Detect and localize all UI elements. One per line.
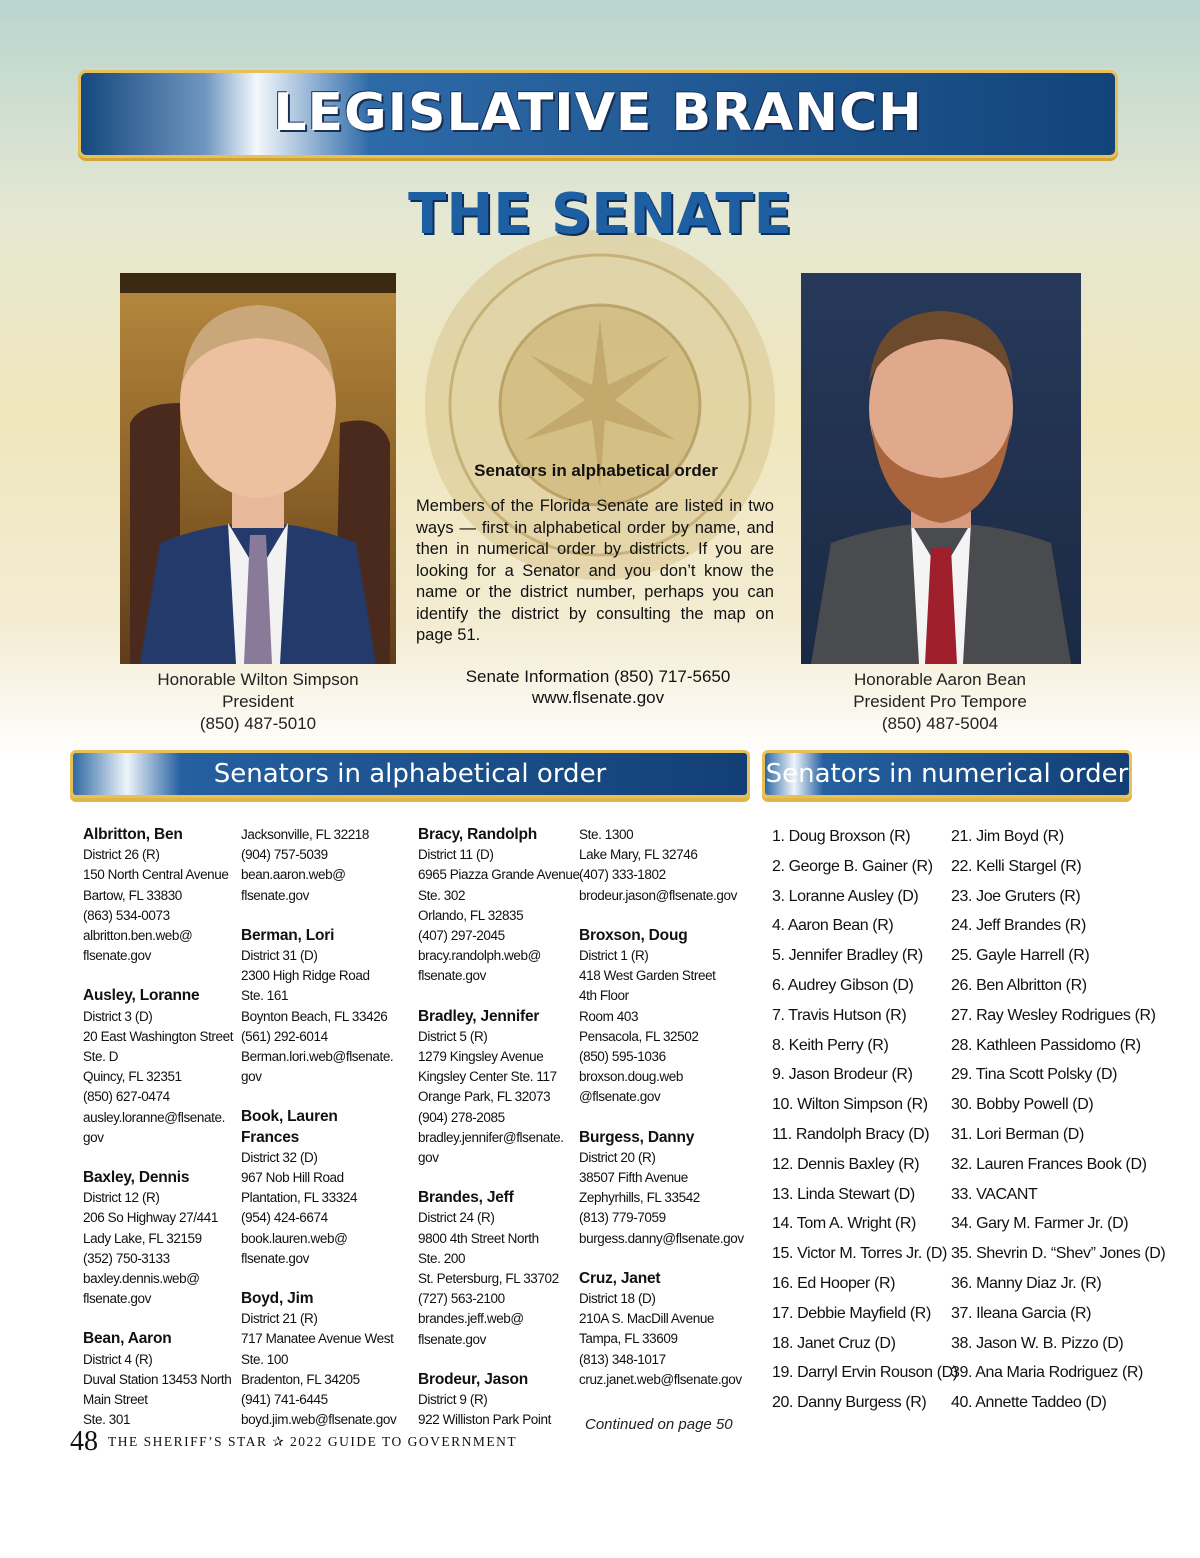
- senator-detail: 4th Floor: [579, 988, 629, 1004]
- senator-name: Book, Lauren Frances: [241, 1108, 338, 1146]
- alpha-column: [83, 825, 233, 1450]
- district-senator: 22. Kelli Stargel (R): [951, 857, 1082, 875]
- senator-entry: [579, 926, 744, 1108]
- senator-detail: Ste. 301: [83, 1412, 131, 1428]
- district-senator: 18. Janet Cruz (D): [772, 1334, 896, 1352]
- senator-detail: District 18 (D): [579, 1291, 656, 1307]
- intro-body: Members of the Florida Senate are listed in two ways — first in alphabetical order by name, and then in numerical order by districts. If you are looking for a Senator and you don’t know the name or the district number, perhaps you can identify the district by consulting the map on page 51.: [416, 497, 774, 644]
- senator-detail: 206 So Highway 27/441: [83, 1210, 218, 1226]
- alpha-column: [241, 825, 396, 1450]
- senator-detail: (954) 424-6674: [241, 1210, 328, 1226]
- senator-detail: District 9 (R): [418, 1392, 488, 1408]
- senator-entry: [579, 1269, 744, 1390]
- district-senator: 23. Joe Gruters (R): [951, 887, 1081, 905]
- senator-detail: Main Street: [83, 1392, 148, 1408]
- senator-detail: baxley.dennis.web@: [83, 1271, 200, 1287]
- senator-detail: Bartow, FL 33830: [83, 887, 182, 903]
- senator-detail: 210A S. MacDill Avenue: [579, 1311, 715, 1327]
- senator-detail: Ste. 1300: [579, 827, 634, 842]
- senator-name: Cruz, Janet: [579, 1269, 661, 1287]
- district-senator: 40. Annette Taddeo (D): [951, 1394, 1107, 1412]
- district-senator: 13. Linda Stewart (D): [772, 1185, 915, 1203]
- district-senator: 4. Aaron Bean (R): [772, 917, 894, 935]
- numerical-section-bar: [762, 750, 1132, 798]
- senator-detail: @flsenate.gov: [579, 1089, 661, 1105]
- senator-name: Baxley, Dennis: [83, 1169, 190, 1187]
- senator-detail: Boynton Beach, FL 33426: [241, 1008, 388, 1024]
- senator-detail: albritton.ben.web@: [83, 928, 193, 944]
- senator-detail: District 24 (R): [418, 1210, 495, 1226]
- district-senator: 16. Ed Hooper (R): [772, 1274, 896, 1292]
- senator-detail: 967 Nob Hill Road: [241, 1170, 344, 1186]
- senator-detail: Quincy, FL 32351: [83, 1069, 182, 1085]
- senator-detail: District 21 (R): [241, 1311, 318, 1327]
- senator-detail: cruz.janet.web@flsenate.gov: [579, 1371, 742, 1387]
- senator-detail: bradley.jennifer@flsenate.: [418, 1129, 564, 1145]
- district-senator: 37. Ileana Garcia (R): [951, 1304, 1092, 1322]
- senator-detail: District 12 (R): [83, 1190, 160, 1206]
- senator-detail: ausley.loranne@flsenate.: [83, 1109, 225, 1125]
- senator-name: Brandes, Jeff: [418, 1189, 514, 1207]
- numerical-column: [772, 822, 958, 1418]
- senator-detail: Duval Station 13453 North: [83, 1371, 232, 1387]
- senator-entry: [418, 825, 580, 987]
- senator-name: Brodeur, Jason: [418, 1370, 529, 1388]
- senator-entry: [579, 1128, 744, 1249]
- senator-detail: (813) 348-1017: [579, 1351, 666, 1367]
- senator-entry: [418, 1007, 580, 1169]
- senate-info: [416, 666, 780, 708]
- senator-detail: gov: [418, 1150, 439, 1166]
- senator-detail: (813) 779-7059: [579, 1210, 666, 1226]
- senator-entry: [579, 825, 744, 906]
- section-banner: [78, 70, 1118, 158]
- district-senator: 25. Gayle Harrell (R): [951, 947, 1090, 965]
- senator-detail: flsenate.gov: [241, 1250, 309, 1266]
- district-senator: 28. Kathleen Passidomo (R): [951, 1036, 1141, 1054]
- senator-detail: District 4 (R): [83, 1351, 153, 1367]
- alpha-column: [418, 825, 580, 1450]
- senator-detail: District 1 (R): [579, 948, 649, 964]
- pro-tempore-phone: (850) 487-5004: [881, 714, 999, 733]
- president-caption: [108, 669, 408, 735]
- senator-detail: 717 Manatee Avenue West: [241, 1331, 394, 1347]
- senator-entry: [83, 986, 233, 1148]
- page-title: THE SENATE: [408, 182, 792, 247]
- senate-info-phone: Senate Information (850) 717-5650: [465, 667, 731, 686]
- senator-detail: 1279 Kingsley Avenue: [418, 1049, 544, 1065]
- senator-detail: Orange Park, FL 32073: [418, 1089, 551, 1105]
- senator-detail: Orlando, FL 32835: [418, 907, 524, 923]
- president-phone: (850) 487-5010: [199, 714, 317, 733]
- district-senator: 10. Wilton Simpson (R): [772, 1096, 928, 1114]
- senator-detail: 418 West Garden Street: [579, 968, 716, 984]
- district-senator: 15. Victor M. Torres Jr. (D): [772, 1245, 947, 1263]
- district-senator: 30. Bobby Powell (D): [951, 1096, 1094, 1114]
- senator-name: Berman, Lori: [241, 926, 335, 944]
- senator-detail: Kingsley Center Ste. 117: [418, 1069, 557, 1085]
- district-senator: 33. VACANT: [951, 1185, 1038, 1203]
- district-senator: 26. Ben Albritton (R): [951, 976, 1087, 994]
- alphabetical-section-bar: [70, 750, 750, 798]
- senator-detail: 6965 Piazza Grande Avenue: [418, 867, 580, 883]
- senator-detail: gov: [241, 1069, 262, 1085]
- district-senator: 21. Jim Boyd (R): [951, 828, 1064, 845]
- district-senator: 20. Danny Burgess (R): [772, 1394, 927, 1412]
- senator-detail: 922 Williston Park Point: [418, 1412, 551, 1428]
- senator-detail: District 11 (D): [418, 847, 494, 863]
- senator-detail: (561) 292-6014: [241, 1028, 328, 1044]
- district-senator: 9. Jason Brodeur (R): [772, 1066, 913, 1084]
- district-senator: 19. Darryl Ervin Rouson (D): [772, 1364, 958, 1382]
- senator-detail: Ste. D: [83, 1049, 119, 1065]
- senator-detail: (941) 741-6445: [241, 1392, 328, 1408]
- senator-detail: Bradenton, FL 34205: [241, 1371, 360, 1387]
- senator-detail: (850) 627-0474: [83, 1089, 170, 1105]
- district-senator: 14. Tom A. Wright (R): [772, 1215, 916, 1233]
- district-senator: 3. Loranne Ausley (D): [772, 887, 919, 905]
- senator-detail: (352) 750-3133: [83, 1250, 170, 1266]
- president-photo: [120, 273, 396, 664]
- senator-name: Burgess, Danny: [579, 1128, 695, 1146]
- senator-detail: 150 North Central Avenue: [83, 867, 229, 883]
- alpha-column: [579, 825, 744, 1410]
- senator-detail: Tampa, FL 33609: [579, 1331, 678, 1347]
- senator-detail: book.lauren.web@: [241, 1230, 348, 1246]
- senator-detail: District 5 (R): [418, 1028, 488, 1044]
- senate-website-link[interactable]: www.flsenate.gov: [531, 688, 665, 707]
- pro-tempore-caption: [790, 669, 1090, 735]
- senator-detail: flsenate.gov: [83, 1291, 151, 1307]
- senator-detail: St. Petersburg, FL 33702: [418, 1271, 559, 1287]
- senator-name: Bean, Aaron: [83, 1330, 172, 1348]
- senator-detail: bean.aaron.web@: [241, 867, 346, 883]
- district-senator: 7. Travis Hutson (R): [772, 1006, 907, 1024]
- senator-detail: (727) 563-2100: [418, 1291, 505, 1307]
- continued-note: Continued on page 50: [585, 1416, 733, 1433]
- alphabetical-section-title: Senators in alphabetical order: [213, 759, 607, 789]
- district-senator: 24. Jeff Brandes (R): [951, 917, 1086, 935]
- senator-detail: Jacksonville, FL 32218: [241, 827, 370, 842]
- district-senator: 31. Lori Berman (D): [951, 1125, 1084, 1143]
- senator-entry: [241, 1107, 396, 1269]
- senator-detail: boyd.jim.web@flsenate.gov: [241, 1412, 397, 1428]
- district-senator: 36. Manny Diaz Jr. (R): [951, 1274, 1102, 1292]
- senator-detail: Zephyrhills, FL 33542: [579, 1190, 700, 1206]
- pro-tempore-photo: [801, 273, 1081, 664]
- district-senator: 35. Shevrin D. “Shev” Jones (D): [951, 1245, 1166, 1263]
- district-senator: 32. Lauren Frances Book (D): [951, 1155, 1147, 1173]
- footer-text: THE SHERIFF’S STAR ✰ 2022 GUIDE TO GOVERNMENT: [108, 1434, 518, 1449]
- senator-entry: [241, 825, 396, 906]
- senator-detail: broxson.doug.web: [579, 1069, 683, 1085]
- senator-detail: (904) 278-2085: [418, 1109, 505, 1125]
- senator-detail: District 20 (R): [579, 1149, 656, 1165]
- senator-detail: 2300 High Ridge Road: [241, 968, 370, 984]
- senator-detail: 20 East Washington Street: [83, 1028, 234, 1044]
- senator-detail: brandes.jeff.web@: [418, 1311, 524, 1327]
- district-senator: 2. George B. Gainer (R): [772, 857, 933, 875]
- district-senator: 12. Dennis Baxley (R): [772, 1155, 920, 1173]
- senator-name: Broxson, Doug: [579, 926, 688, 944]
- senator-detail: burgess.danny@flsenate.gov: [579, 1230, 744, 1246]
- senator-detail: (407) 297-2045: [418, 928, 505, 944]
- district-senator: 5. Jennifer Bradley (R): [772, 947, 923, 965]
- senator-detail: District 26 (R): [83, 847, 160, 863]
- numerical-section-title: Senators in numerical order: [765, 759, 1129, 789]
- district-senator: 1. Doug Broxson (R): [772, 828, 911, 845]
- district-senator: 34. Gary M. Farmer Jr. (D): [951, 1215, 1129, 1233]
- senator-name: Albritton, Ben: [83, 826, 183, 843]
- senator-detail: (407) 333-1802: [579, 867, 666, 883]
- senator-entry: [83, 825, 233, 966]
- district-senator: 17. Debbie Mayfield (R): [772, 1304, 931, 1322]
- senator-detail: 38507 Fifth Avenue: [579, 1170, 688, 1186]
- senator-detail: 9800 4th Street North: [418, 1230, 539, 1246]
- senator-detail: Lake Mary, FL 32746: [579, 847, 698, 863]
- banner-title: LEGISLATIVE BRANCH: [273, 83, 923, 143]
- president-name: Honorable Wilton Simpson: [157, 670, 359, 689]
- senator-detail: flsenate.gov: [418, 968, 486, 984]
- numerical-column: [951, 822, 1165, 1418]
- senator-detail: flsenate.gov: [241, 887, 309, 903]
- senator-detail: Plantation, FL 33324: [241, 1190, 358, 1206]
- senator-name: Boyd, Jim: [241, 1290, 314, 1308]
- senator-detail: (850) 595-1036: [579, 1049, 666, 1065]
- district-senator: 29. Tina Scott Polsky (D): [951, 1066, 1118, 1084]
- president-role: President: [222, 692, 294, 711]
- senator-name: Bracy, Randolph: [418, 826, 538, 843]
- senator-detail: Lady Lake, FL 32159: [83, 1230, 202, 1246]
- senator-detail: Ste. 302: [418, 887, 466, 903]
- page-number: 48: [70, 1426, 98, 1457]
- senator-detail: bracy.randolph.web@: [418, 948, 541, 964]
- pro-tempore-name: Honorable Aaron Bean: [853, 670, 1027, 689]
- district-senator: 11. Randolph Bracy (D): [772, 1125, 930, 1143]
- senator-detail: District 3 (D): [83, 1008, 153, 1024]
- senator-detail: District 32 (D): [241, 1149, 318, 1165]
- senator-detail: Ste. 200: [418, 1250, 466, 1266]
- senator-entry: [241, 1289, 396, 1430]
- district-senator: 8. Keith Perry (R): [772, 1036, 889, 1054]
- page-footer: [70, 1426, 517, 1458]
- senator-name: Bradley, Jennifer: [418, 1007, 540, 1025]
- pro-tempore-role: President Pro Tempore: [853, 692, 1027, 711]
- senator-detail: (904) 757-5039: [241, 847, 328, 863]
- senator-detail: brodeur.jason@flsenate.gov: [579, 887, 737, 903]
- district-senator: 27. Ray Wesley Rodrigues (R): [951, 1006, 1156, 1024]
- district-senator: 6. Audrey Gibson (D): [772, 976, 914, 994]
- senator-detail: flsenate.gov: [418, 1331, 486, 1347]
- senator-detail: Pensacola, FL 32502: [579, 1028, 699, 1044]
- senator-detail: (863) 534-0073: [83, 907, 170, 923]
- district-senator: 38. Jason W. B. Pizzo (D): [951, 1334, 1124, 1352]
- senator-detail: Ste. 161: [241, 988, 289, 1004]
- senator-entry: [83, 1329, 233, 1430]
- senator-entry: [418, 1370, 580, 1431]
- senator-detail: flsenate.gov: [83, 948, 151, 964]
- district-senator: 39. Ana Maria Rodriguez (R): [951, 1364, 1143, 1382]
- senator-entry: [241, 926, 396, 1088]
- senator-detail: gov: [83, 1129, 104, 1145]
- intro-heading: Senators in alphabetical order: [474, 461, 718, 480]
- senator-name: Ausley, Loranne: [83, 987, 200, 1005]
- senator-detail: Ste. 100: [241, 1351, 289, 1367]
- senator-entry: [418, 1188, 580, 1350]
- senator-detail: Berman.lori.web@flsenate.: [241, 1049, 394, 1065]
- senator-entry: [83, 1168, 233, 1309]
- senator-detail: Room 403: [579, 1008, 639, 1024]
- senator-detail: District 31 (D): [241, 948, 318, 964]
